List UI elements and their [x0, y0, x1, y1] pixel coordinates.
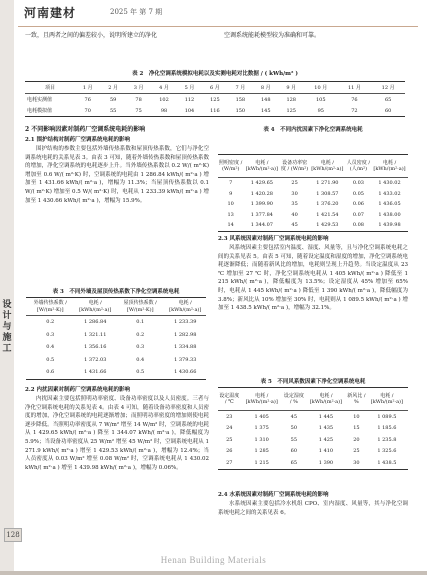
table2-header-cell: 9 月: [279, 82, 304, 94]
table2-cell: 电耗实测值: [27, 97, 53, 103]
section-2-2-heading: 2.2 内扰因素对制药厂空调系统电耗的影响: [25, 387, 130, 393]
table5-row: [218, 457, 408, 469]
table3: [26, 297, 206, 380]
table4-cell: 1 438.00: [378, 211, 401, 218]
table2-row: [25, 94, 405, 106]
table5-cell: 1 185.6: [377, 425, 397, 432]
table3-cell: 1 379.33: [174, 356, 197, 363]
table5-cell: 1 438.5: [377, 459, 397, 466]
table3-cell: 0.4: [46, 344, 55, 351]
table5-body: [218, 411, 408, 470]
table4-header-row: [218, 155, 408, 178]
page-header: [18, 0, 418, 27]
table4-body: [218, 178, 408, 232]
table5-cell: 24: [226, 425, 233, 432]
table5-header-cell: 设定温度 / ℃: [218, 388, 241, 411]
section-2-1-paragraph: 围护结构的参数主要包括外墙传热系数和屋顶传热系数，它们与净化空调系统电耗的关系见表 3。由表 3 可知，随着外墙传热系数和屋顶传热系数的增加，净化空调系统的电耗逐步上升。当外墙传热系数以 0.2 W/( m²·K) 增加至 0.6 W/( m²·K) 时，空调系统的电耗由 1 286.84 kWh/( m²·a ) 增加至 1 431.66 kWh/( m²·a )，增幅为 11.3%；当屋顶传热系数以 0.1 W/( m²·K) 增加至 0.5 W/( m²·K) 时，电耗从 1 233.39 kWh/( m²·a ) 增加至 1 430.66 kWh/( m²·a )，增幅为 15.9%。: [25, 146, 209, 204]
table4-header-cell: 电耗 / [kWh/(m²·a)]: [309, 155, 346, 178]
table5-row: [218, 411, 408, 423]
section-2-4-paragraph: 水系统因素主要包括冷水机组 CPO、室内湿度、风量等，其与净化空调系统电耗之间的关系见表 6。: [218, 501, 408, 516]
table5-cell: 25: [353, 448, 360, 455]
table4-row: [218, 210, 408, 221]
table4-cell: 9: [229, 190, 233, 197]
table3-header-cell: 外墙传热系数 / [W/(m²·K)]: [26, 298, 75, 316]
table4-cell: 14: [227, 222, 234, 229]
table4-cell: 0.06: [352, 201, 364, 208]
table3-cell: 0.4: [136, 356, 145, 363]
table5-cell: 1 235.8: [377, 436, 397, 443]
table3-cell: 0.2: [46, 319, 55, 326]
table3-cell: 0.2: [136, 331, 145, 338]
table3-cell: 1 372.03: [84, 356, 107, 363]
table2-cell: 59: [109, 96, 117, 103]
table3-cell: 0.3: [136, 344, 145, 351]
table2-cell: 104: [184, 107, 195, 114]
table4-cell: 1 429.65: [250, 180, 273, 187]
table5-cell: 25: [226, 436, 233, 443]
section-2-4-heading: 2.4 水系统因素对制药厂空调系统电耗的影响: [218, 492, 329, 498]
table4-cell: 1 439.98: [378, 222, 401, 229]
table4-cell: 1 430.02: [378, 180, 401, 187]
table5-cell: 55: [290, 436, 298, 443]
table3-row: [26, 316, 206, 329]
table5-header-cell: 电耗 / [kWh/(m²·a)]: [305, 388, 347, 411]
table5-header-row: [218, 388, 408, 411]
table5-cell: 27: [226, 459, 233, 466]
table3-cell: 0.3: [46, 331, 55, 338]
table3-cell: 0.5: [136, 369, 145, 376]
table5-cell: 1 325.6: [377, 448, 397, 455]
table2-cell: 72: [351, 107, 358, 114]
table4-cell: 25: [291, 180, 298, 187]
table2-header-cell: 10 月: [304, 82, 338, 94]
table4-caption: 表 4 不同内扰因素下净化空调系统电耗: [263, 127, 363, 133]
table2-header-cell: 6 月: [202, 82, 227, 94]
table3-header-cell: 屋顶传热系数 / [W/(m²·K)]: [116, 298, 165, 316]
table2-cell: 76: [351, 96, 358, 103]
table2-header-row: [25, 82, 405, 94]
table2-cell: 55: [109, 107, 117, 114]
table2-cell: 65: [384, 96, 392, 103]
footer-journal-name: Henan Building Materials: [160, 555, 267, 565]
table2-cell: 60: [384, 107, 392, 114]
table3-cell: 1 282.98: [174, 331, 197, 338]
table2-header-cell: 7 月: [228, 82, 253, 94]
table2-header-cell: 8 月: [253, 82, 278, 94]
table3-row: [26, 354, 206, 367]
table4: [218, 154, 408, 232]
table2-header-cell: 3 月: [126, 82, 151, 94]
table5-caption: 表 5 不同风系数因素下净化空调系统电耗: [260, 379, 366, 385]
table2-cell: 125: [210, 96, 220, 103]
table5-cell: 1 405: [254, 413, 269, 420]
section-2-heading: 2 不同影响因素对制药厂空调系统电耗的影响: [25, 126, 146, 133]
table2-header-cell: 5 月: [177, 82, 202, 94]
table4-cell: 1 308.57: [316, 190, 339, 197]
table3-cell: 0.5: [46, 356, 55, 363]
table4-cell: 1 271.90: [316, 180, 339, 187]
table3-cell: 0.6: [46, 369, 55, 376]
table4-row: [218, 189, 408, 200]
table2-header-cell: 项目: [25, 82, 75, 94]
table5-cell: 15: [353, 425, 360, 432]
table5-cell: 1 410: [318, 448, 334, 455]
table4-cell: 35: [291, 201, 298, 208]
table5-cell: 23: [226, 413, 233, 420]
table2-header-cell: 2 月: [100, 82, 125, 94]
table4-header-cell: 照明密度 / (W/m²): [218, 155, 243, 178]
table5-header-cell: 电耗 / [kWh/(m²·a)]: [366, 388, 408, 411]
journal-logo: 河南建材: [24, 6, 77, 20]
table2-cell: 95: [317, 107, 324, 114]
table5-header-cell: 新风比 / %: [347, 388, 366, 411]
table2-header-cell: 12 月: [371, 82, 405, 94]
table5-cell: 50: [290, 425, 298, 432]
table3-cell: 1 233.39: [174, 319, 197, 326]
table2-cell: 98: [160, 107, 168, 114]
table5-cell: 45: [290, 413, 298, 420]
section-2-3-heading: 2.3 风系统因素对制药厂空调系统电耗的影响: [218, 236, 329, 242]
table4-cell: 13: [227, 211, 234, 218]
table4-cell: 1 399.90: [250, 201, 273, 208]
table5-cell: 1 089.5: [377, 413, 397, 420]
table4-cell: 7: [229, 180, 233, 187]
table2-header-cell: 4 月: [151, 82, 176, 94]
table2-cell: 116: [210, 107, 220, 114]
table3-header-cell: 电耗 / [kWh/(m²·a)]: [164, 298, 206, 316]
table5-row: [218, 434, 408, 446]
table4-cell: 1 376.20: [316, 201, 339, 208]
table5-cell: 1 310: [254, 436, 269, 443]
sidebar-section-label: 设计与施工: [2, 300, 12, 354]
table2-header-cell: 1 月: [75, 82, 100, 94]
table3-cell: 1 321.11: [84, 331, 107, 338]
table2-cell: 75: [135, 107, 142, 114]
table4-header-cell: 电耗 / [kWh/(m²·a)]: [371, 155, 408, 178]
table4-header-cell: 电耗 / [kWh/(m²·a)]: [243, 155, 280, 178]
table3-row: [26, 341, 206, 354]
table4-cell: 1 421.54: [316, 211, 339, 218]
table5-cell: 1 425: [318, 436, 334, 443]
table4-cell: 45: [291, 222, 298, 229]
table5-cell: 26: [226, 448, 233, 455]
issue-label: 2025 年 第 7 期: [110, 8, 163, 16]
table4-cell: 1 429.53: [316, 222, 339, 229]
table3-body: [26, 316, 206, 380]
table2-body: [25, 94, 405, 117]
bottom-bar: [0, 571, 427, 575]
table2-header-cell: 11 月: [338, 82, 372, 94]
table2-cell: 150: [235, 107, 246, 114]
table5-cell: 1 435: [318, 425, 334, 432]
table3-row: [26, 366, 206, 379]
table4-row: [218, 220, 408, 231]
table5: [218, 387, 408, 470]
table3-cell: 1 334.88: [174, 344, 197, 351]
table4-cell: 1 377.84: [250, 211, 273, 218]
table2-cell: 112: [184, 96, 195, 103]
table5-cell: 1 285: [254, 448, 269, 455]
table2-cell: 125: [286, 107, 296, 114]
table2-caption: 表 2 净化空调系统模拟电耗以及实测电耗对比数据 / ( kWh/m² ): [132, 71, 298, 77]
table2-row: [25, 105, 405, 117]
table2: [25, 81, 405, 117]
table2-cell: 105: [316, 96, 326, 103]
table2-cell: 78: [135, 96, 142, 103]
table5-cell: 65: [290, 459, 298, 466]
table4-cell: 1 436.05: [378, 201, 401, 208]
table3-cell: 1 356.16: [84, 344, 107, 351]
table3-caption: 表 3 不同外墙及屋顶传热系数下净化空调系统电耗: [52, 289, 180, 295]
table5-cell: 1 375: [254, 425, 269, 432]
table2-cell: 70: [84, 107, 91, 114]
table4-cell: 40: [291, 211, 298, 218]
table3-cell: 0.1: [136, 319, 145, 326]
table3-header-cell: 电耗 / [kWh/(m²·a)]: [75, 298, 116, 316]
table5-cell: 20: [353, 436, 360, 443]
table5-cell: 10: [353, 413, 360, 420]
table2-cell: 148: [261, 96, 271, 103]
section-2-1-heading: 2.1 围护结构对制药厂空调系统电耗的影响: [25, 137, 130, 143]
table4-header-cell: 人员密度 / (人/m²): [346, 155, 371, 178]
left-sidebar-strip: [0, 0, 14, 575]
table4-cell: 1 344.07: [250, 222, 273, 229]
table2-cell: 电耗模拟值: [27, 108, 53, 114]
table4-cell: 0.07: [352, 211, 364, 218]
section-2-3-paragraph: 风系统因素主要包括室内温度、湿度、风量等，且与净化空调系统电耗之间的关系见表 5。由表 5 可知，随着设定温度和湿度的增加，净化空调系统电耗逐渐降低；而随着新风比的增加，电耗则呈现上升趋势。当设定温度从 23 ℃ 增加至 27 ℃ 时，净化空调系统电耗从 1 405 kWh/( m²·a ) 降低至 1 215 kWh/( m²·a )，降低幅度为 13.5%；设定湿度从 45% 增加至 65% 时，电耗从 1 445 kWh/( m²·a ) 降低至 1 390 kWh/( m²·a )，降低幅度为 3.8%；新风比从 10% 增加至 30% 时，电耗则从 1 089.5 kWh/( m²·a ) 增加至 1 438.5 kWh/( m²·a )，增幅为 32.1%。: [218, 245, 408, 312]
intro-left: 一致，且两者之间的偏差较小，说明所建立的净化: [25, 32, 158, 39]
table5-header-cell: 设定湿度 / %: [283, 388, 305, 411]
table4-cell: 10: [227, 201, 234, 208]
table4-row: [218, 199, 408, 210]
table3-header-row: [26, 298, 206, 316]
table2-cell: 102: [159, 96, 169, 103]
table4-row: [218, 178, 408, 189]
table2-cell: 158: [235, 96, 246, 103]
table3-row: [26, 329, 206, 342]
table3-cell: 1 286.84: [84, 319, 107, 326]
table4-cell: 0.05: [352, 190, 364, 197]
table2-cell: 76: [84, 96, 91, 103]
section-2-2-paragraph: 内扰因素主要包括照明功率密度、设备功率密度以及人员密度。三者与净化空调系统电耗的关系见表 4。由表 4 可知，随着设备功率密度和人员密度的增加，净化空调系统的电耗逐渐增加；而照明功率密度的增加则使电耗逐步降低。当照明功率密度从 7 W/m² 增至 14 W/m² 时，空调系统的电耗从 1 429.65 kWh/( m²·a ) 降至 1 344.07 kWh/( m²·a )，降低幅度为 5.9%；当设备功率密度从 25 W/m² 增至 45 W/m² 时，空调系统电耗从 1 271.9 kWh/( m²·a ) 增至 1 429.53 kWh/( m²·a )，增幅为 12.4%；当人员密度从 0.03 W/m² 增至 0.08 W/m² 时，空调系统电耗从 1 430.02 kWh/( m²·a ) 增至 1 439.98 kWh/( m²·a )，增幅为 0.06%。: [25, 396, 209, 471]
table4-header-cell: 设备功率密度 / (W/m²): [280, 155, 309, 178]
table5-cell: 30: [353, 459, 360, 466]
table4-cell: 30: [291, 190, 298, 197]
table3-cell: 1 430.66: [174, 369, 197, 376]
table5-cell: 1 445: [318, 413, 334, 420]
table5-row: [218, 423, 408, 435]
table5-cell: 1 215: [254, 459, 269, 466]
table2-cell: 128: [286, 96, 296, 103]
table4-cell: 1 420.28: [250, 190, 273, 197]
table4-cell: 1 433.02: [378, 190, 401, 197]
table3-cell: 1 431.66: [84, 369, 107, 376]
table2-cell: 145: [261, 107, 271, 114]
table5-row: [218, 446, 408, 458]
table4-cell: 0.03: [352, 180, 364, 187]
page-number: 128: [4, 528, 22, 542]
table5-header-cell: 电耗 / [kWh/(m²·a)]: [241, 388, 283, 411]
table4-cell: 0.08: [352, 222, 364, 229]
table5-cell: 60: [290, 448, 298, 455]
intro-right: 空调系统能耗模型较为准确和可靠。: [224, 32, 321, 39]
table5-cell: 1 390: [318, 459, 334, 466]
